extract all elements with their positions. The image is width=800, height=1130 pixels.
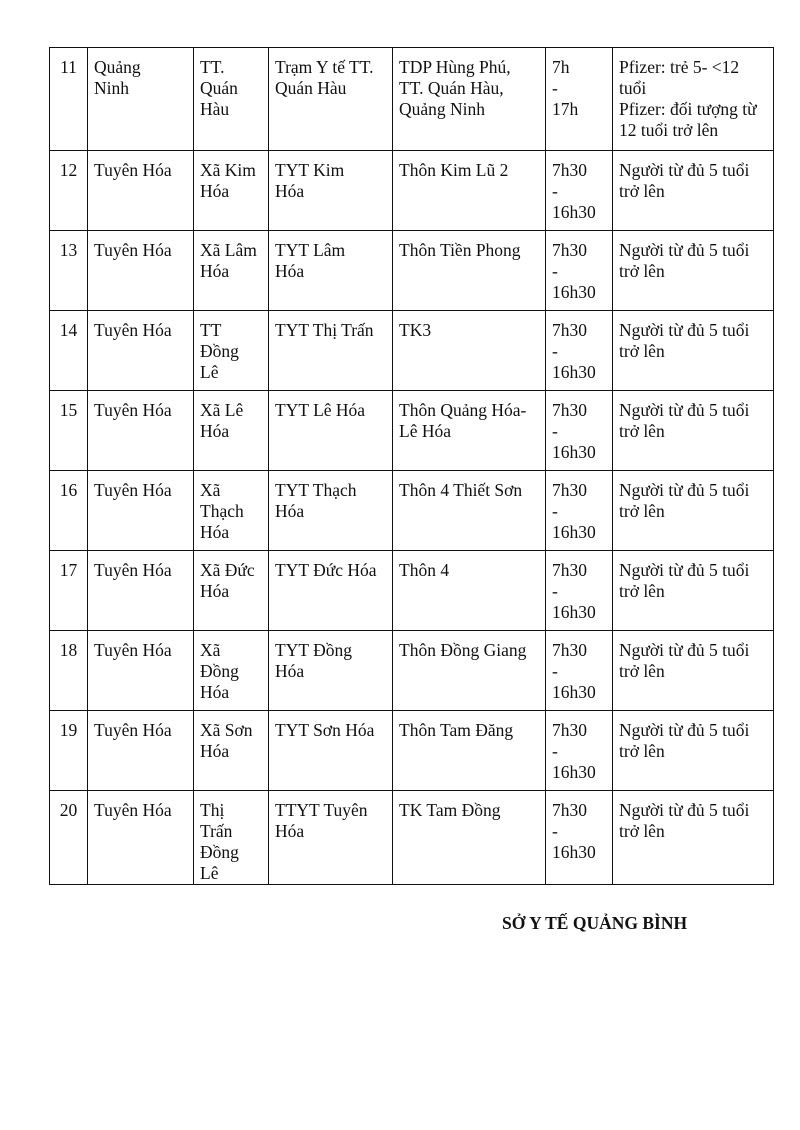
location-line: TT. Quán Hàu,	[399, 78, 504, 98]
district-line: Tuyên Hóa	[94, 800, 172, 820]
location-cell	[393, 48, 546, 151]
commune-line: Lê	[200, 362, 219, 382]
stt-cell: 16	[50, 471, 88, 551]
commune-line: Đồng	[200, 341, 239, 361]
district-cell	[88, 471, 194, 551]
site-cell	[269, 711, 393, 791]
target-cell	[613, 471, 774, 551]
district-cell	[88, 631, 194, 711]
district-line: Ninh	[94, 78, 129, 98]
commune-line: Thị	[200, 800, 225, 820]
site-line: TYT Thị Trấn	[275, 320, 374, 340]
district-cell	[88, 48, 194, 151]
commune-line: Xã Sơn	[200, 720, 253, 740]
table-row	[50, 151, 774, 231]
site-line: TYT Kim	[275, 160, 345, 180]
commune-line: Thạch	[200, 501, 244, 521]
stt-cell: 15	[50, 391, 88, 471]
site-cell	[269, 231, 393, 311]
commune-cell	[194, 311, 269, 391]
time-cell	[546, 631, 613, 711]
commune-line: Hóa	[200, 261, 230, 281]
location-line: Thôn 4 Thiết Sơn	[399, 480, 523, 500]
target-line: 12 tuổi trở lên	[619, 120, 719, 140]
site-line: Hóa	[275, 501, 305, 521]
district-line: Quảng	[94, 57, 141, 77]
district-cell	[88, 151, 194, 231]
time-line: 16h30	[552, 602, 596, 622]
time-line: 16h30	[552, 282, 596, 302]
commune-line: Lê	[200, 863, 219, 883]
site-cell	[269, 551, 393, 631]
target-line: Người từ đủ 5 tuổi	[619, 160, 750, 180]
location-cell	[393, 391, 546, 471]
time-line: 16h30	[552, 202, 596, 222]
target-line: tuổi	[619, 78, 647, 98]
commune-line: Xã Kim	[200, 160, 256, 180]
time-line: 16h30	[552, 762, 596, 782]
time-cell	[546, 311, 613, 391]
district-line: Tuyên Hóa	[94, 720, 172, 740]
commune-line: Trấn	[200, 821, 233, 841]
target-line: trở lên	[619, 341, 665, 361]
time-line: 16h30	[552, 682, 596, 702]
time-line: 7h	[552, 57, 570, 77]
commune-line: Xã Lê	[200, 400, 244, 420]
district-line: Tuyên Hóa	[94, 400, 172, 420]
time-cell	[546, 551, 613, 631]
location-line: TDP Hùng Phú,	[399, 57, 511, 77]
target-cell	[613, 631, 774, 711]
commune-cell	[194, 231, 269, 311]
commune-line: Xã Lâm	[200, 240, 257, 260]
table-row	[50, 631, 774, 711]
target-line: Người từ đủ 5 tuổi	[619, 240, 750, 260]
time-line: 7h30	[552, 640, 587, 660]
site-line: Hóa	[275, 181, 305, 201]
target-line: Người từ đủ 5 tuổi	[619, 640, 750, 660]
district-cell	[88, 231, 194, 311]
time-line: 7h30	[552, 560, 587, 580]
target-line: trở lên	[619, 821, 665, 841]
commune-line: Hóa	[200, 421, 230, 441]
commune-cell	[194, 48, 269, 151]
target-cell	[613, 311, 774, 391]
table-row	[50, 471, 774, 551]
site-cell	[269, 151, 393, 231]
commune-line: Đồng	[200, 661, 239, 681]
target-cell	[613, 551, 774, 631]
target-cell	[613, 391, 774, 471]
commune-line: Quán	[200, 78, 238, 98]
location-line: Thôn 4	[399, 560, 450, 580]
table-row	[50, 791, 774, 885]
target-line: Pfizer: trẻ 5- <12	[619, 57, 740, 77]
commune-cell	[194, 391, 269, 471]
commune-line: Hàu	[200, 99, 230, 119]
time-line: -	[552, 821, 558, 841]
time-line: 7h30	[552, 720, 587, 740]
target-line: Pfizer: đối tượng từ	[619, 99, 757, 119]
commune-line: Xã	[200, 640, 221, 660]
site-line: TYT Thạch	[275, 480, 357, 500]
site-line: Quán Hàu	[275, 78, 347, 98]
site-line: Hóa	[275, 661, 305, 681]
site-line: TYT Lâm	[275, 240, 346, 260]
district-cell	[88, 551, 194, 631]
stt-cell: 20	[50, 791, 88, 885]
site-line: TYT Lê Hóa	[275, 400, 366, 420]
target-line: Người từ đủ 5 tuổi	[619, 480, 750, 500]
commune-cell	[194, 551, 269, 631]
stt-cell: 12	[50, 151, 88, 231]
target-line: Người từ đủ 5 tuổi	[619, 560, 750, 580]
district-cell	[88, 711, 194, 791]
stt-cell: 19	[50, 711, 88, 791]
time-line: -	[552, 661, 558, 681]
commune-line: TT	[200, 320, 222, 340]
commune-line: Hóa	[200, 581, 230, 601]
time-cell	[546, 791, 613, 885]
target-cell	[613, 48, 774, 151]
time-line: -	[552, 501, 558, 521]
district-cell	[88, 791, 194, 885]
district-line: Tuyên Hóa	[94, 640, 172, 660]
signature-org: SỞ Y TẾ QUẢNG BÌNH	[502, 913, 688, 933]
district-cell	[88, 391, 194, 471]
stt-cell: 13	[50, 231, 88, 311]
commune-line: Hóa	[200, 682, 230, 702]
commune-line: Hóa	[200, 181, 230, 201]
time-cell	[546, 711, 613, 791]
district-line: Tuyên Hóa	[94, 240, 172, 260]
commune-cell	[194, 151, 269, 231]
time-line: -	[552, 581, 558, 601]
time-line: -	[552, 261, 558, 281]
location-cell	[393, 231, 546, 311]
time-line: 16h30	[552, 442, 596, 462]
table-row	[50, 551, 774, 631]
target-line: Người từ đủ 5 tuổi	[619, 720, 750, 740]
location-line: Quảng Ninh	[399, 99, 486, 119]
site-line: Hóa	[275, 261, 305, 281]
target-line: trở lên	[619, 661, 665, 681]
time-cell	[546, 231, 613, 311]
district-line: Tuyên Hóa	[94, 560, 172, 580]
location-line: Thôn Đồng Giang	[399, 640, 527, 660]
site-cell	[269, 48, 393, 151]
location-cell	[393, 791, 546, 885]
commune-line: Hóa	[200, 522, 230, 542]
time-line: 7h30	[552, 240, 587, 260]
location-cell	[393, 471, 546, 551]
site-line: TYT Sơn Hóa	[275, 720, 375, 740]
site-cell	[269, 311, 393, 391]
stt-cell: 14	[50, 311, 88, 391]
target-cell	[613, 791, 774, 885]
table-row	[50, 711, 774, 791]
target-line: trở lên	[619, 261, 665, 281]
commune-line: Xã Đức	[200, 560, 255, 580]
target-line: trở lên	[619, 421, 665, 441]
district-line: Tuyên Hóa	[94, 320, 172, 340]
location-line: Thôn Tam Đăng	[399, 720, 514, 740]
time-line: -	[552, 181, 558, 201]
district-line: Tuyên Hóa	[94, 160, 172, 180]
commune-cell	[194, 631, 269, 711]
location-cell	[393, 711, 546, 791]
time-line: -	[552, 741, 558, 761]
time-line: -	[552, 78, 558, 98]
table-row	[50, 231, 774, 311]
location-line: Thôn Kim Lũ 2	[399, 160, 509, 180]
site-line: Trạm Y tế TT.	[275, 57, 374, 77]
location-line: Lê Hóa	[399, 421, 451, 441]
site-line: TTYT Tuyên	[275, 800, 368, 820]
site-cell	[269, 791, 393, 885]
target-line: Người từ đủ 5 tuổi	[619, 320, 750, 340]
location-line: TK3	[399, 320, 432, 340]
vaccination-schedule-table	[49, 47, 774, 885]
time-line: 16h30	[552, 842, 596, 862]
commune-line: Đồng	[200, 842, 239, 862]
time-line: -	[552, 341, 558, 361]
district-line: Tuyên Hóa	[94, 480, 172, 500]
table-row	[50, 311, 774, 391]
time-line: -	[552, 421, 558, 441]
time-cell	[546, 151, 613, 231]
stt-cell: 11	[50, 48, 88, 151]
time-cell	[546, 391, 613, 471]
commune-line: TT.	[200, 57, 225, 77]
commune-cell	[194, 471, 269, 551]
time-line: 7h30	[552, 480, 587, 500]
target-line: Người từ đủ 5 tuổi	[619, 800, 750, 820]
time-cell	[546, 471, 613, 551]
district-cell	[88, 311, 194, 391]
target-cell	[613, 231, 774, 311]
site-line: TYT Đức Hóa	[275, 560, 377, 580]
site-cell	[269, 471, 393, 551]
stt-cell: 17	[50, 551, 88, 631]
commune-line: Xã	[200, 480, 221, 500]
time-line: 16h30	[552, 362, 596, 382]
time-cell	[546, 48, 613, 151]
stt-cell: 18	[50, 631, 88, 711]
location-cell	[393, 311, 546, 391]
commune-cell	[194, 791, 269, 885]
target-line: Người từ đủ 5 tuổi	[619, 400, 750, 420]
time-line: 16h30	[552, 522, 596, 542]
target-line: trở lên	[619, 501, 665, 521]
site-cell	[269, 391, 393, 471]
location-line: TK Tam Đồng	[399, 800, 501, 820]
site-line: Hóa	[275, 821, 305, 841]
location-line: Thôn Quảng Hóa-	[399, 400, 527, 420]
location-line: Thôn Tiền Phong	[399, 240, 521, 260]
time-line: 7h30	[552, 400, 587, 420]
table-row	[50, 391, 774, 471]
commune-line: Hóa	[200, 741, 230, 761]
location-cell	[393, 551, 546, 631]
location-cell	[393, 151, 546, 231]
table-row	[50, 48, 774, 151]
time-line: 7h30	[552, 320, 587, 340]
site-cell	[269, 631, 393, 711]
target-cell	[613, 151, 774, 231]
location-cell	[393, 631, 546, 711]
site-line: TYT Đồng	[275, 640, 352, 660]
target-line: trở lên	[619, 581, 665, 601]
target-line: trở lên	[619, 181, 665, 201]
commune-cell	[194, 711, 269, 791]
time-line: 7h30	[552, 800, 587, 820]
time-line: 17h	[552, 99, 579, 119]
time-line: 7h30	[552, 160, 587, 180]
target-cell	[613, 711, 774, 791]
target-line: trở lên	[619, 741, 665, 761]
